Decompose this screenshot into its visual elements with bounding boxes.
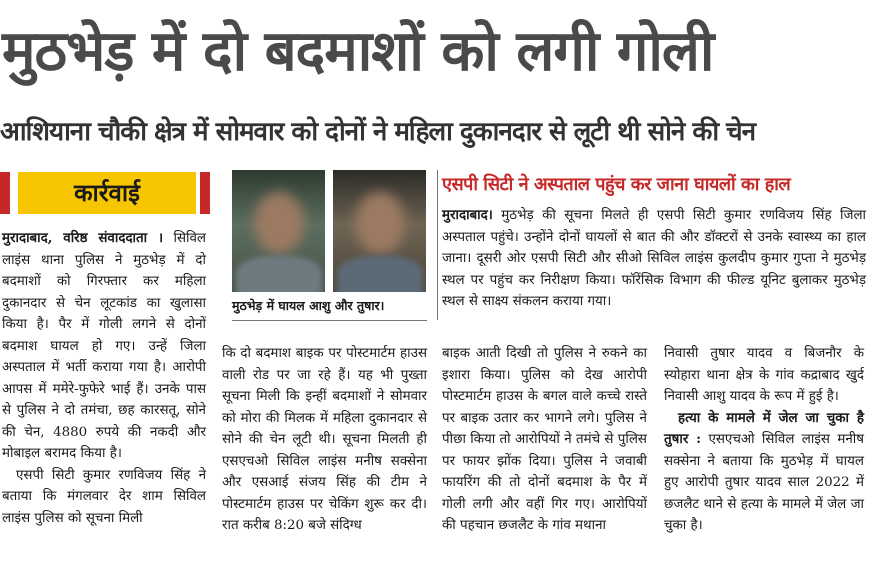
blurred-face	[254, 192, 304, 254]
column-1-paragraph-2: एसपी सिटी कुमार रणविजय सिंह ने बताया कि मंगलवार देर शाम सिविल लाइंस पुलिस को सूचना मिली	[2, 467, 206, 526]
article-column-3	[442, 343, 647, 537]
photo-caption: मुठभेड़ में घायल आशु और तुषार।	[232, 298, 385, 313]
article-column-4	[664, 343, 864, 537]
section-label-bar-left	[0, 172, 10, 214]
shoulders	[337, 256, 423, 292]
sidebar-divider	[437, 170, 438, 320]
section-label-bar-right	[200, 172, 210, 214]
shoulders	[236, 256, 322, 292]
caption-divider	[232, 320, 427, 321]
column-4-paragraph-1: निवासी तुषार यादव व बिजनौर के स्योहारा थाना क्षेत्र के गांव कद्राबाद खुर्द निवासी आशु यादव के रूप में हुई है।	[664, 346, 864, 404]
blurred-face	[355, 192, 405, 254]
column-4-paragraph-2: एसएचओ सिविल लाइंस मनीष सक्सेना ने बताया कि मुठभेड़ में घायल हुए आरोपी तुषार यादव साल 2022 में छजलैट थाने से हत्या के मामले में जेल जा चुका है।	[664, 432, 864, 533]
headline: मुठभेड़ में दो बदमाशों को लगी गोली	[2, 19, 714, 84]
column-1-paragraph-1: सिविल लाइंस थाना पुलिस ने मुठभेड़ में दो बदमाशों को गिरफ्तार कर महिला दुकानदार से चेन लूटकांड का खुलासा किया है। पैर में गोली लगने से दोनों बदमाश घायल हो गए। उन्हें जिला अस्पताल में भर्ती कराया गया है। आरोपी आपस में ममेरे-फुफेरे भाई हैं। उनके पास से पुलिस ने दो तमंचा, छह कारसतू, सोने की चेन, 4880 रुपये की नकदी और मोबाइल बरामद किया है।	[2, 231, 206, 461]
sidebar-dateline: मुरादाबाद।	[442, 207, 493, 223]
article-column-2	[222, 343, 427, 537]
sidebar-title: एसपी सिटी ने अस्पताल पहुंच कर जाना घायलों का हाल	[442, 174, 791, 195]
column-4-lead: हत्या के मामले में जेल जा चुका है तुषार :	[664, 409, 864, 447]
column-3-text: बाइक आती दिखी तो पुलिस ने रुकने का इशारा किया। पुलिस को देख आरोपी पोस्टमार्टम हाउस के बगल वाले कच्चे रास्ते पर बाइक उतार कर भागने लगे। पुलिस ने पीछा किया तो आरोपियों ने तमंचे से पुलिस पर फायर झोंक दिया। पुलिस ने जवाबी फायरिंग की तो दोनों बदमाश के पैर में गोली लगी और वहीं गिर गए। आरोपियों की पहचान छजलैट के गांव मथाना	[442, 346, 647, 533]
sidebar-text: मुठभेड़ की सूचना मिलते ही एसपी सिटी कुमार रणविजय सिंह जिला अस्पताल पहुंचे। उन्होंने दोनों घायलों से बात की और डॉक्टरों से उनके स्वास्थ्य का हाल जाना। दूसरी ओर एसपी सिटी और सीओ सिविल लाइंस कुलदीप कुमार गुप्ता ने मुठभेड़ स्थल पर पहुंच कर निरीक्षण किया। फॉरेंसिक विभाग की फील्ड यूनिट बुलाकर मुठभेड़ स्थल से साक्ष्य संकलन कराया गया।	[442, 208, 866, 309]
dateline: मुरादाबाद, वरिष्ठ संवाददाता ।	[2, 230, 164, 246]
photo-accused-1	[232, 170, 325, 292]
sidebar-body	[442, 205, 866, 313]
section-label: कार्रवाई	[18, 172, 196, 214]
column-2-text: कि दो बदमाश बाइक पर पोस्टमार्टम हाउस वाली रोड पर जा रहे हैं। यह भी पुख्ता सूचना मिली कि इन्हीं बदमाशों ने सोमवार को मोरा की मिलक में महिला दुकानदार से सोने की चेन लूटी थी। सूचना मिलती ही एसएचओ सिविल लाइंस मनीष सक्सेना और एसआई संजय सिंह की टीम ने पोस्टमार्टम हाउस पर चेकिंग शुरू कर दी। रात करीब 8:20 बजे संदिग्ध	[222, 346, 427, 533]
photo-accused-2	[333, 170, 426, 292]
article-column-1	[2, 228, 206, 529]
subheadline: आशियाना चौकी क्षेत्र में सोमवार को दोनों ने महिला दुकानदार से लूटी थी सोने की चेन	[0, 117, 756, 147]
